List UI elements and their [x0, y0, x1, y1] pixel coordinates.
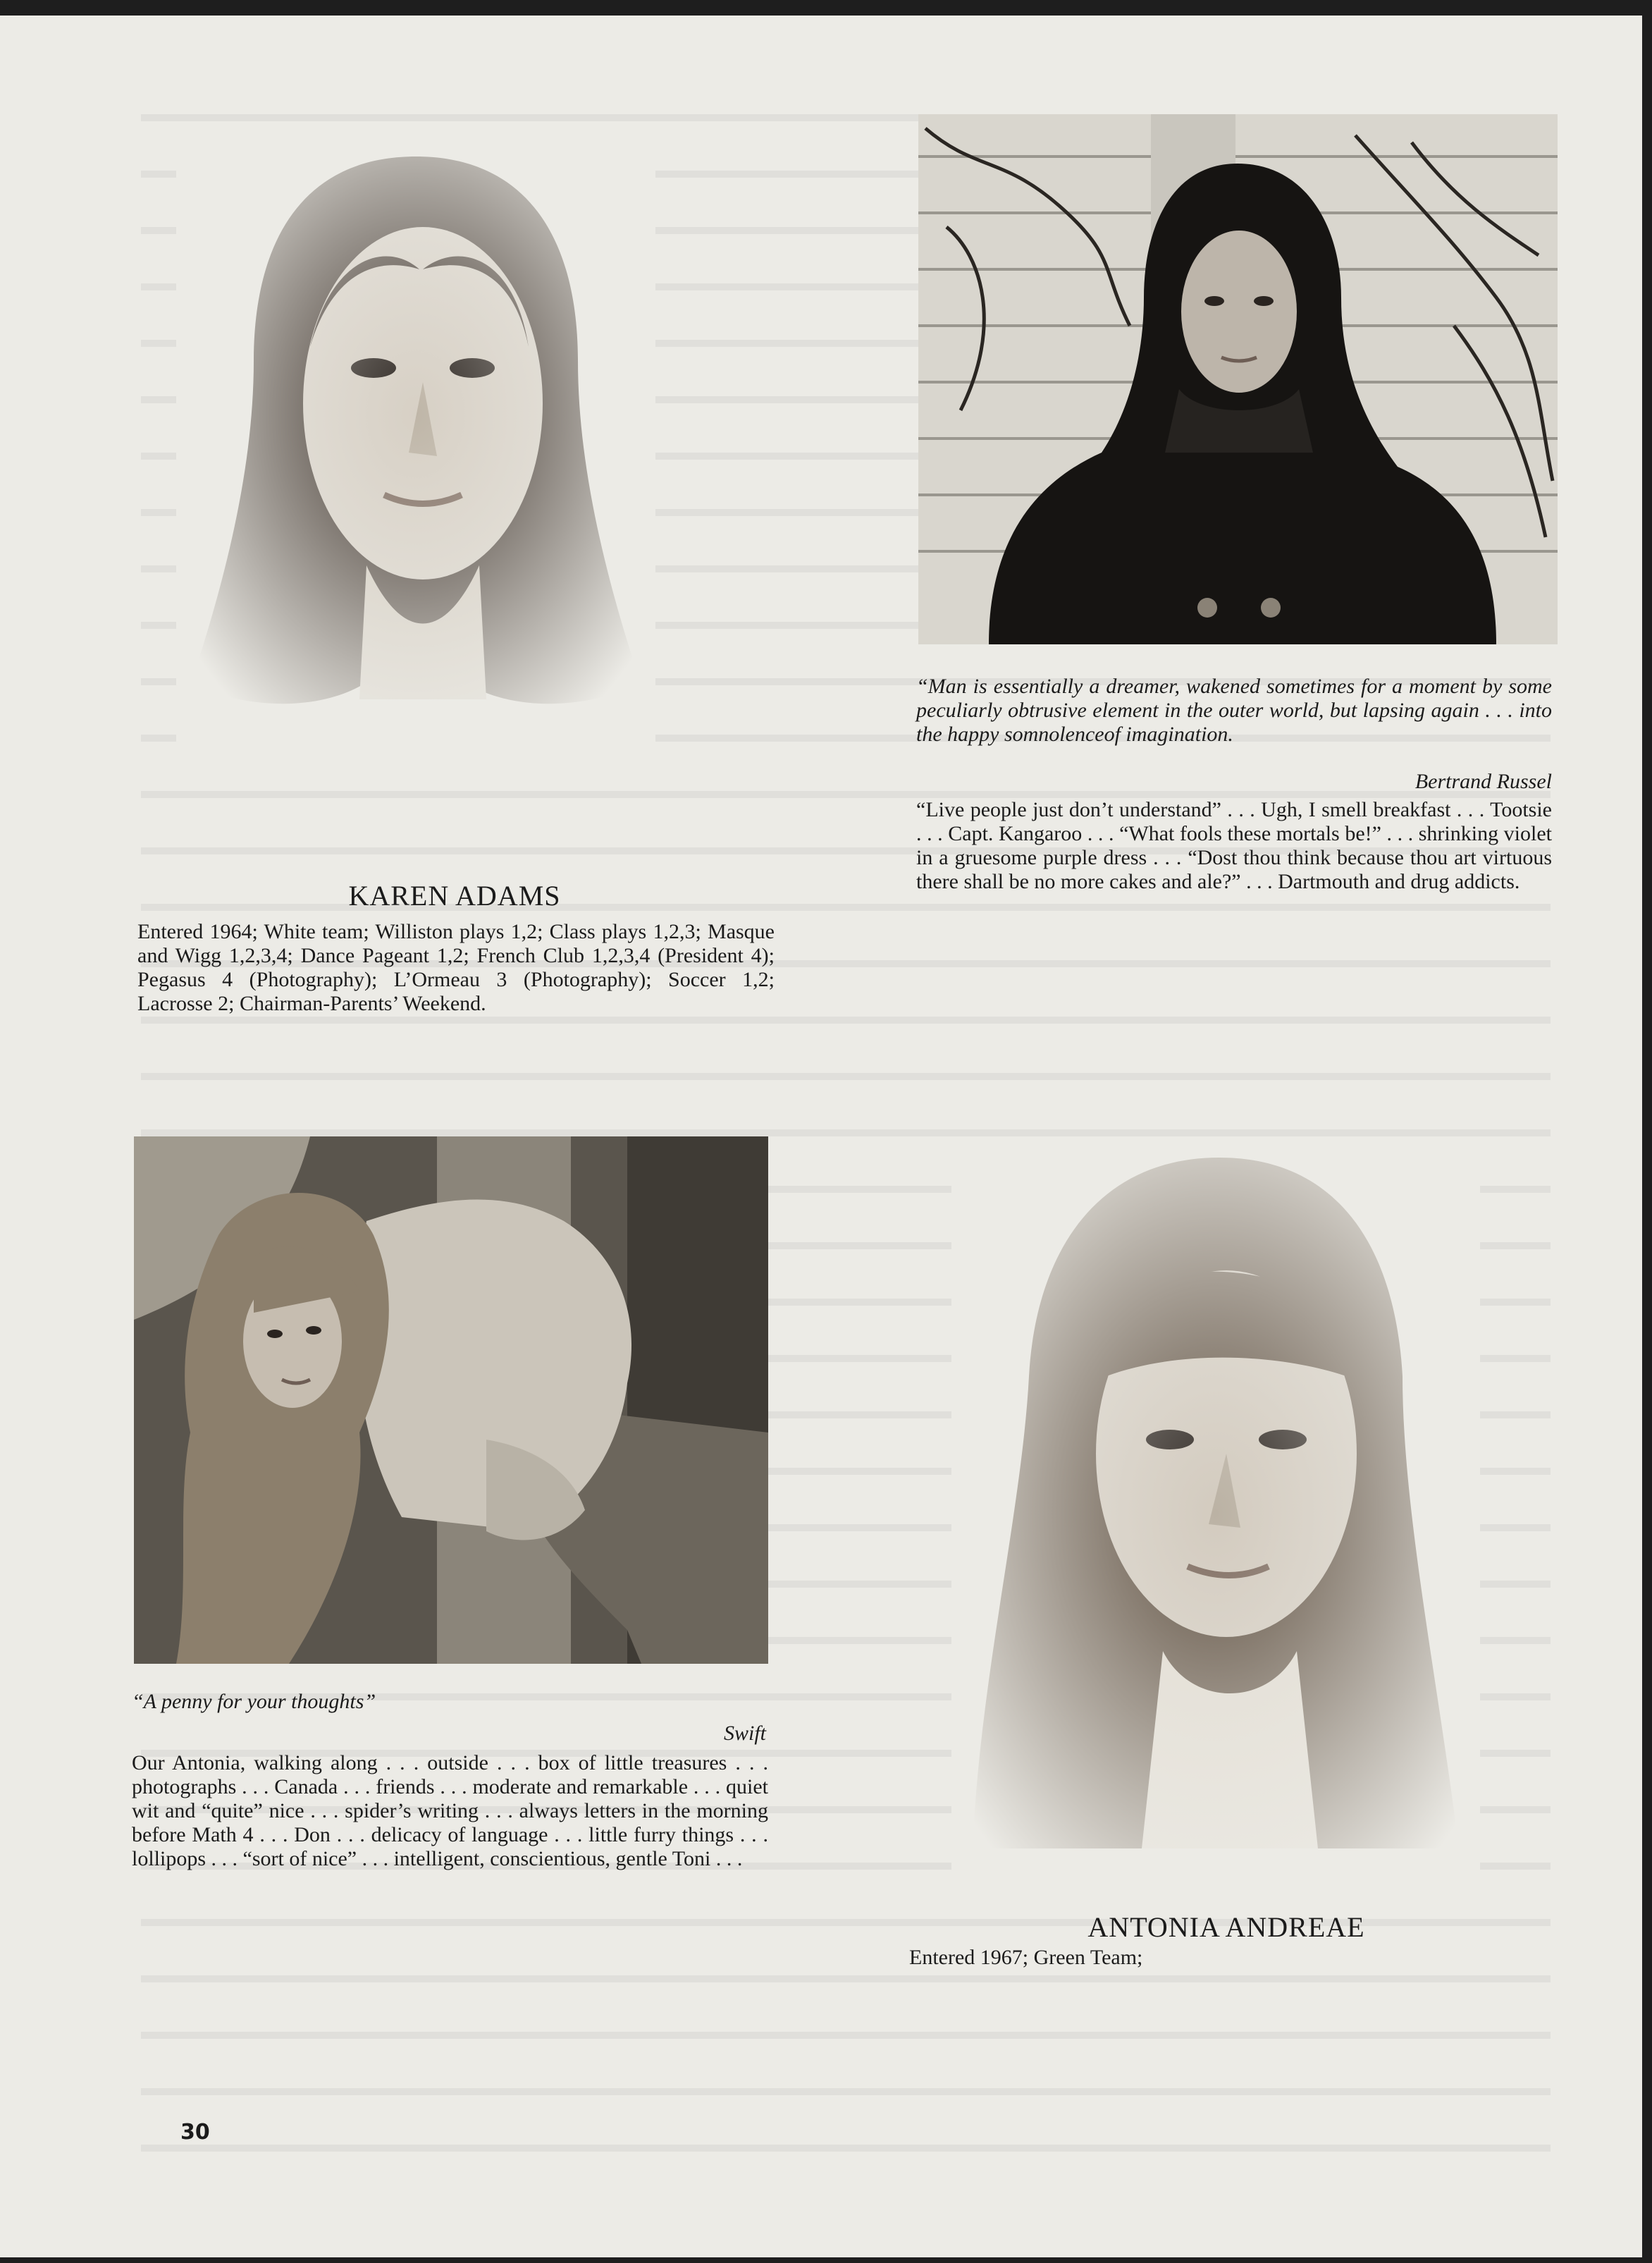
antonia-andreae-quote: “A penny for your thoughts”: [132, 1690, 376, 1713]
karen-adams-write-up: “Live people just don’t understand” . . . Ugh, I smell breakfast . . . Tootsie . . . Capt. Kangaroo . . . “What fools these mortals be!” . . . shrinking violet in a gruesome purple dress . . . “Dost thou think because thou art virtuous there shall be no more cakes and ale?” . . . Dartmouth and drug addicts.: [916, 798, 1552, 893]
antonia-andreae-quote-author: Swift: [723, 1722, 766, 1745]
karen-adams-candid-photo: [918, 114, 1558, 644]
karen-adams-quote-author: Bertrand Russel: [1414, 770, 1552, 793]
page-number: 30: [180, 2120, 210, 2145]
yearbook-page: [0, 16, 1642, 2257]
karen-adams-bio: Entered 1964; White team; Williston plays 1,2; Class plays 1,2,3; Masque and Wigg 1,2,3,4; Dance Pageant 1,2; French Club 1,2,3,4 (President 4); Pegasus 4 (Photography); L’Ormeau 3 (Photography); Soccer 1,2; Lacrosse 2; Chairman-Parents’ Weekend.: [137, 920, 775, 1015]
karen-adams-quote: “Man is essentially a dreamer, wakened sometimes for a moment by some peculiarly obtrusive element in the outer world, but lapsing again . . . into the happy somnolenceof imagination.: [916, 675, 1552, 746]
karen-adams-portrait-photo: [176, 135, 655, 756]
antonia-andreae-write-up: Our Antonia, walking along . . . outside . . . box of little treasures . . . photographs . . . Canada . . . friends . . . moderate and remarkable . . . quiet wit and “quite” nice . . . spider’s writing . . . always letters in the morning before Math 4 . . . Don . . . delicacy of language . . . little furry things . . . lollipops . . . “sort of nice” . . . intelligent, conscientious, gentle Toni . . .: [132, 1751, 768, 1870]
antonia-andreae-bio: Entered 1967; Green Team;: [909, 1946, 1143, 1969]
karen-adams-name: KAREN ADAMS: [348, 880, 561, 912]
antonia-andreae-portrait-photo: [951, 1143, 1480, 1884]
antonia-andreae-name: ANTONIA ANDREAE: [1087, 1911, 1365, 1943]
antonia-andreae-candid-photo: [134, 1136, 768, 1664]
